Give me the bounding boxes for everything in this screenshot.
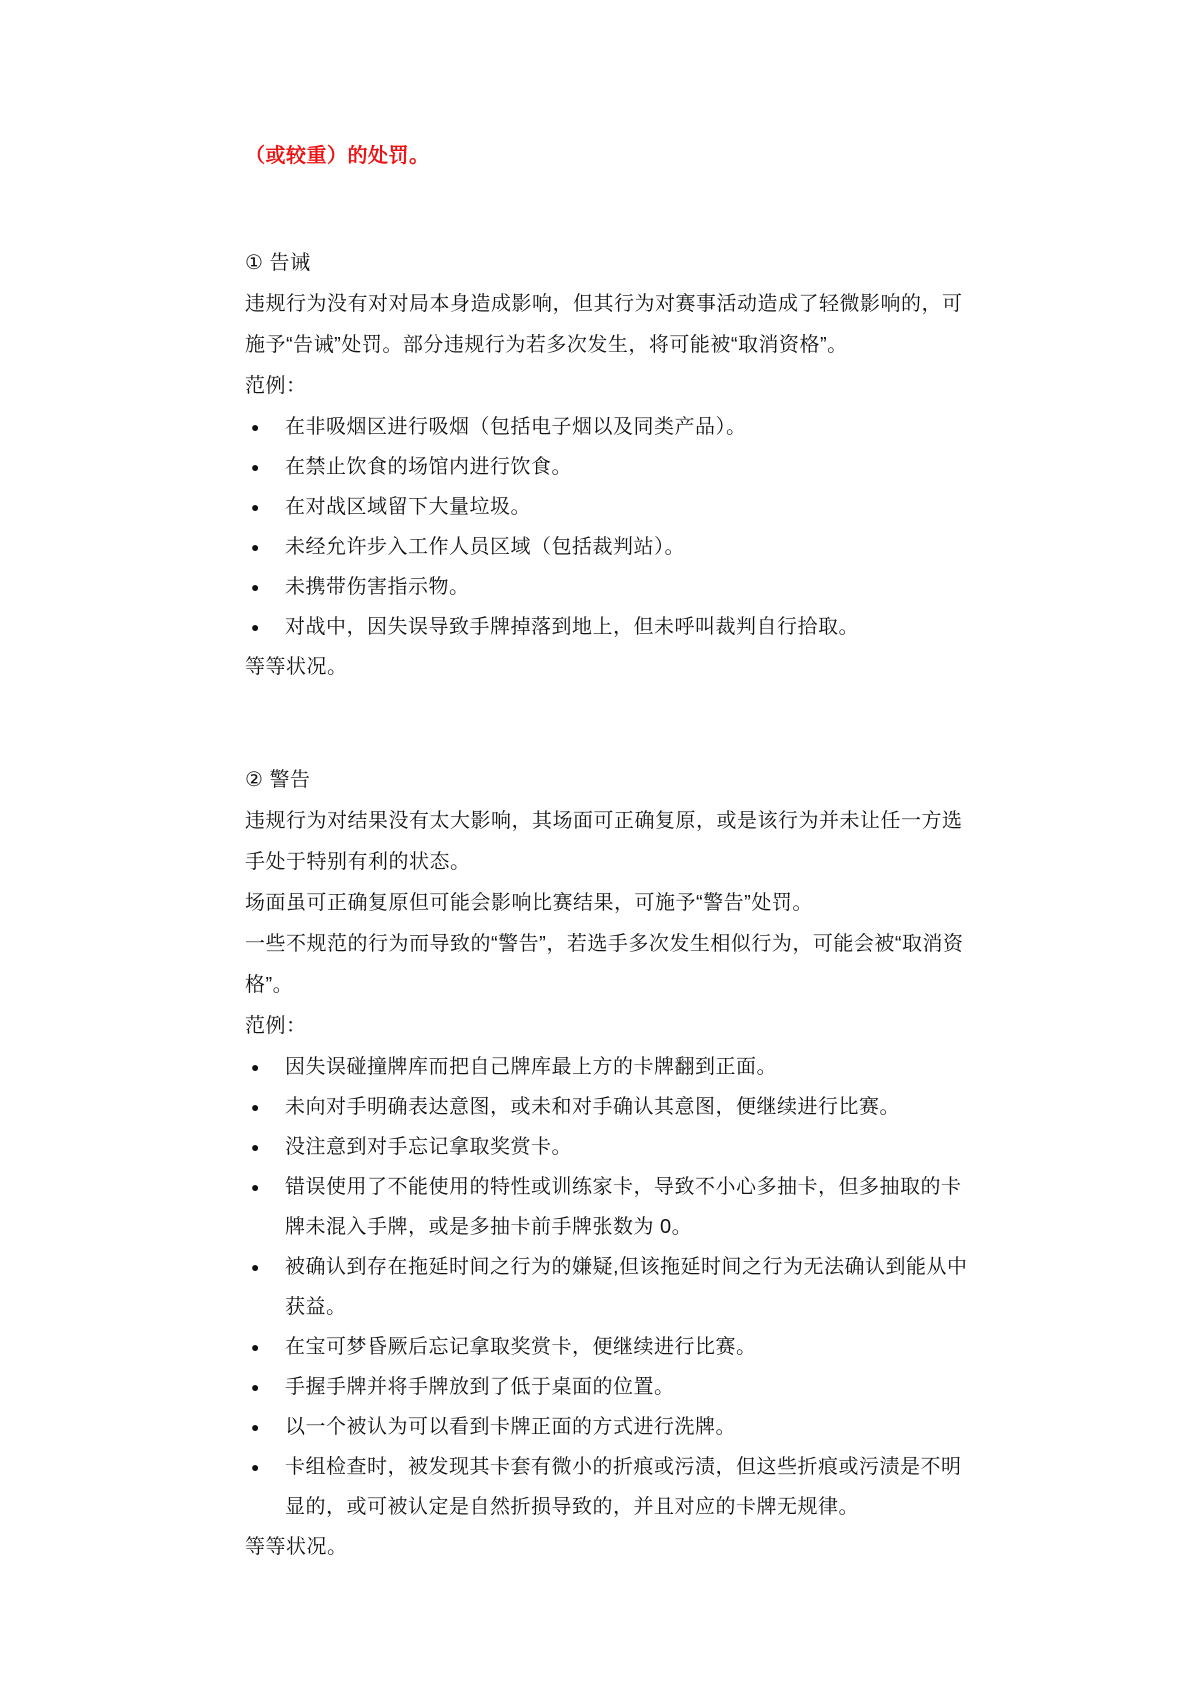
list-item [245, 1327, 975, 1367]
bullet-icon: ● [251, 1179, 260, 1195]
examples-label: 范例： [245, 1015, 307, 1037]
list-item [245, 1167, 975, 1247]
bullet-icon: ● [251, 1259, 260, 1275]
bullet-icon: ● [251, 1059, 260, 1075]
list-item [245, 1367, 975, 1407]
bullet-icon: ● [251, 459, 260, 475]
list-item-text: 在对战区域留下大量垃圾。 [285, 496, 531, 518]
bullet-icon: ● [251, 1139, 260, 1155]
list-item-text: 没注意到对手忘记拿取奖赏卡。 [285, 1136, 572, 1158]
list-item-text: 因失误碰撞牌库而把自己牌库最上方的卡牌翻到正面。 [285, 1056, 777, 1078]
list-item [245, 1127, 975, 1167]
list-item [245, 1047, 975, 1087]
list-item-text: 未携带伤害指示物。 [285, 576, 470, 598]
list-item-text: 未向对手明确表达意图，或未和对手确认其意图，便继续进行比赛。 [285, 1096, 900, 1118]
list-item [245, 1247, 975, 1327]
bullet-icon: ● [251, 1379, 260, 1395]
list-item-text: 未经允许步入工作人员区域（包括裁判站）。 [285, 536, 685, 558]
list-item-text: 卡组检查时，被发现其卡套有微小的折痕或污渍，但这些折痕或污渍是不明显的，或可被认定是自然折损导致的，并且对应的卡牌无规律。 [285, 1456, 962, 1518]
bullet-icon: ● [251, 1339, 260, 1355]
section-admonition [245, 243, 975, 688]
red-heading: （或较重）的处罚。 [245, 145, 430, 167]
list-item-text: 在宝可梦昏厥后忘记拿取奖赏卡，便继续进行比赛。 [285, 1336, 757, 1358]
list-item [245, 567, 975, 607]
bullet-icon: ● [251, 1419, 260, 1435]
list-item-text: 对战中，因失误导致手牌掉落到地上，但未呼叫裁判自行拾取。 [285, 616, 859, 638]
list-item [245, 527, 975, 567]
examples-list [245, 407, 975, 647]
list-item [245, 487, 975, 527]
section-title: ① 告诫 [245, 252, 311, 274]
examples-label: 范例： [245, 375, 307, 397]
list-item-text: 被确认到存在拖延时间之行为的嫌疑,但该拖延时间之行为无法确认到能从中获益。 [285, 1256, 968, 1318]
list-item-text: 以一个被认为可以看到卡牌正面的方式进行洗牌。 [285, 1416, 736, 1438]
bullet-icon: ● [251, 539, 260, 555]
list-item-text: 错误使用了不能使用的特性或训练家卡，导致不小心多抽卡，但多抽取的卡牌未混入手牌，或是多抽卡前手牌张数为 0。 [285, 1176, 962, 1238]
list-item [245, 1087, 975, 1127]
bullet-icon: ● [251, 579, 260, 595]
bullet-icon: ● [251, 1099, 260, 1115]
bullet-icon: ● [251, 619, 260, 635]
list-item-text: 手握手牌并将手牌放到了低于桌面的位置。 [285, 1376, 675, 1398]
section-footer: 等等状况。 [245, 1536, 348, 1558]
section-paragraph: 场面虽可正确复原但可能会影响比赛结果，可施予“警告”处罚。 [245, 892, 813, 914]
section-title: ② 警告 [245, 769, 311, 791]
section-paragraph: 一些不规范的行为而导致的“警告”，若选手多次发生相似行为，可能会被“取消资格”。 [245, 933, 964, 996]
list-item [245, 1407, 975, 1447]
section-paragraph: 违规行为对结果没有太大影响，其场面可正确复原，或是该行为并未让任一方选手处于特别有利的状态。 [245, 810, 963, 873]
list-item [245, 407, 975, 447]
list-item-text: 在非吸烟区进行吸烟（包括电子烟以及同类产品）。 [285, 416, 747, 438]
list-item [245, 447, 975, 487]
list-item-text: 在禁止饮食的场馆内进行饮食。 [285, 456, 572, 478]
section-paragraph: 违规行为没有对对局本身造成影响，但其行为对赛事活动造成了轻微影响的，可施予“告诫”处罚。部分违规行为若多次发生，将可能被“取消资格”。 [245, 293, 963, 356]
section-warning [245, 760, 975, 1568]
section-footer: 等等状况。 [245, 656, 348, 678]
bullet-icon: ● [251, 499, 260, 515]
list-item [245, 1447, 975, 1527]
bullet-icon: ● [251, 1459, 260, 1475]
list-item [245, 607, 975, 647]
examples-list [245, 1047, 975, 1527]
bullet-icon: ● [251, 419, 260, 435]
document-page [245, 141, 975, 1568]
